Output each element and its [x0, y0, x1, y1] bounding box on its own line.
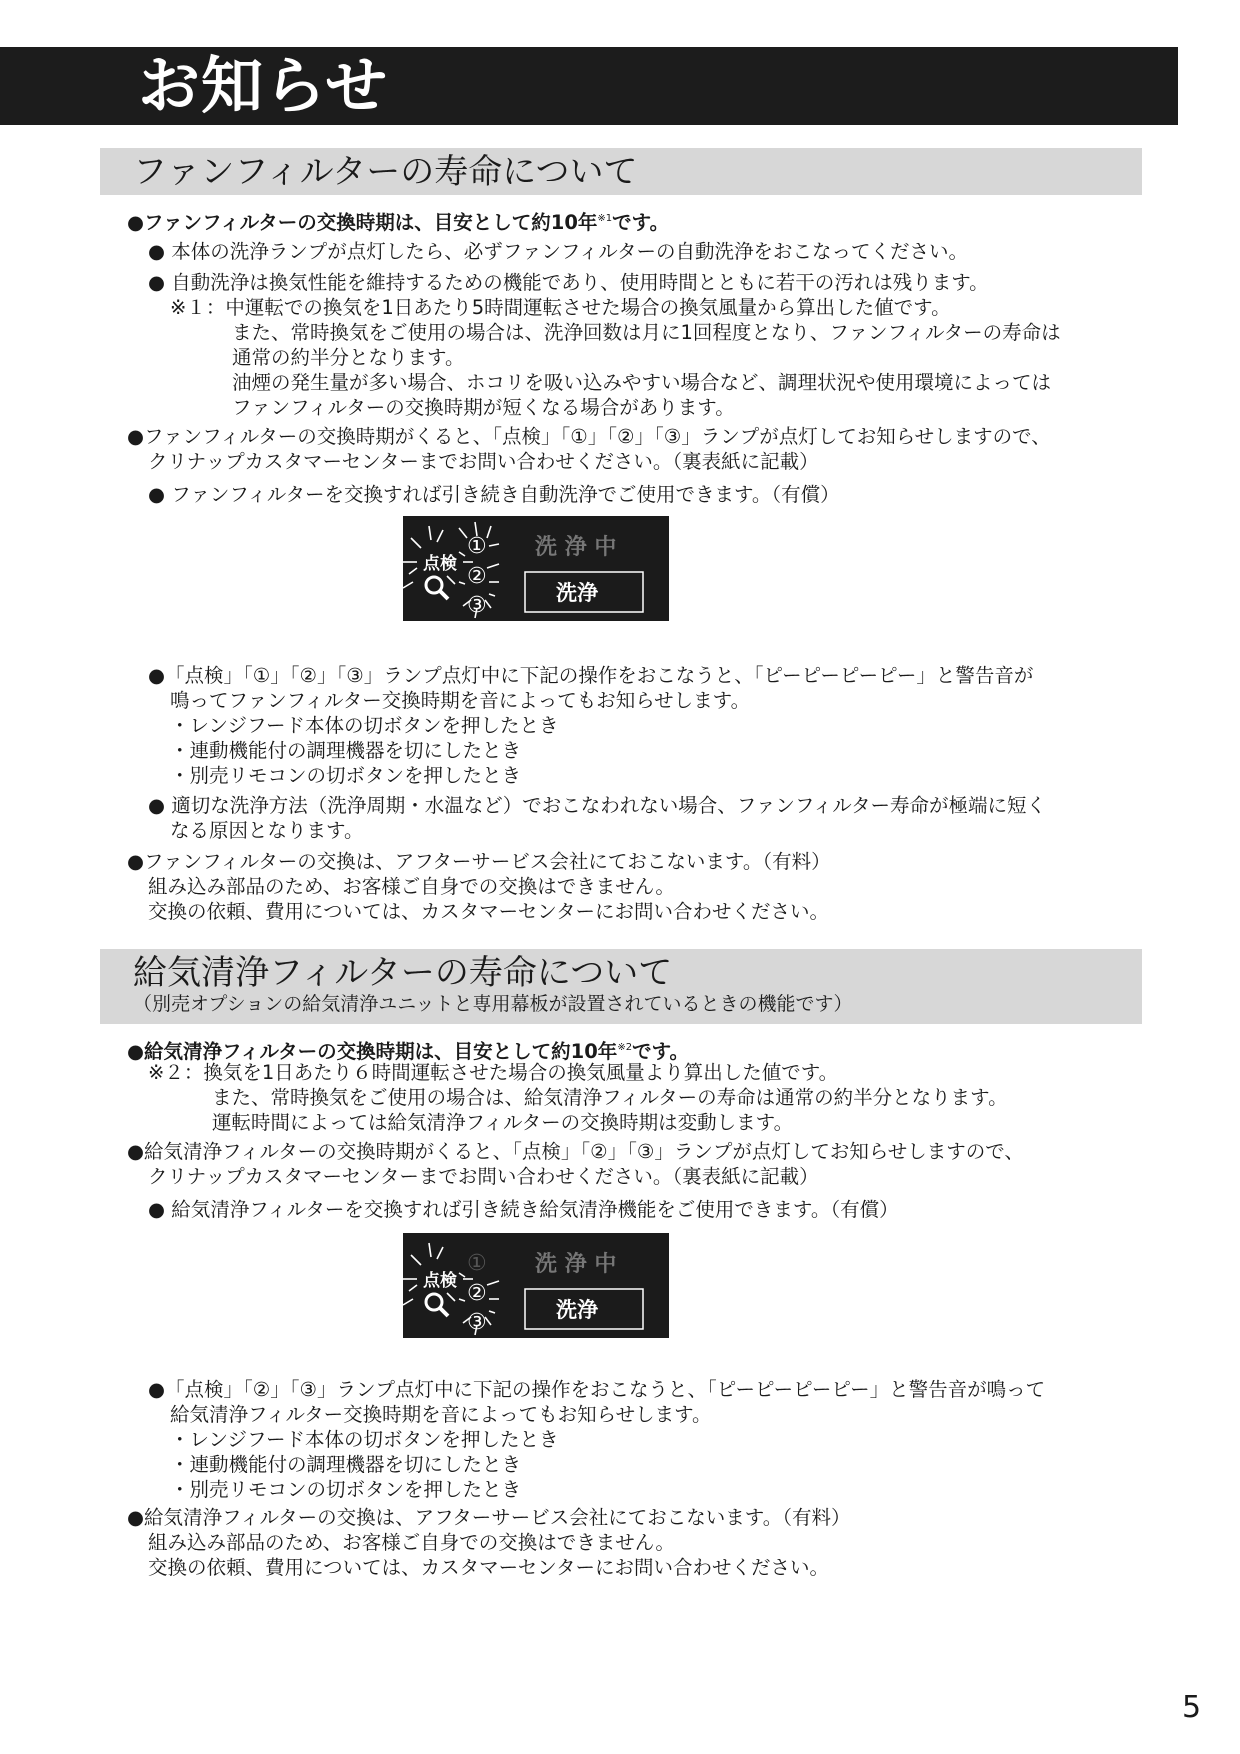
- lamp-3-2: ③: [467, 1310, 487, 1335]
- s1-op-2: ・連動機能付の調理機器を切にしたとき: [170, 739, 522, 762]
- washing-label-2: 洗 浄 中: [535, 1252, 617, 1277]
- s2-line-9: 交換の依頼、費用については、カスタマーセンターにお問い合わせください。: [148, 1556, 829, 1579]
- section1-heading: ファンフィルターの寿命について: [133, 152, 638, 192]
- s1-line-3: ● 自動洗浄は換気性能を維持するための機能であり、使用時間とともに若干の汚れは残ります。: [148, 271, 989, 294]
- s2-line-6: 給気清浄フィルター交換時期を音によってもお知らせします。: [170, 1403, 712, 1426]
- inspect-label-2: 点検: [423, 1271, 457, 1291]
- section1-header: [100, 148, 1142, 195]
- lamp-1: ①: [467, 534, 487, 559]
- s2-op-1: ・レンジフード本体の切ボタンを押したとき: [170, 1428, 559, 1451]
- s2-line-2: ●給気清浄フィルターの交換時期がくると、「点検」「②」「③」ランプが点灯してお知らせしますので、: [127, 1140, 1024, 1163]
- title-band: [0, 47, 1178, 125]
- s1-line-6: ● ファンフィルターを交換すれば引き続き自動洗浄でご使用できます。（有償）: [148, 483, 840, 506]
- s2-line-7: ●給気清浄フィルターの交換は、アフターサービス会社にておこないます。（有料）: [127, 1506, 851, 1529]
- lamp-2-2: ②: [467, 1281, 487, 1306]
- s2-op-3: ・別売リモコンの切ボタンを押したとき: [170, 1478, 522, 1501]
- s1-line-11: ●ファンフィルターの交換は、アフターサービス会社にておこないます。（有料）: [127, 850, 831, 873]
- s2-line-4: ● 給気清浄フィルターを交換すれば引き続き給気清浄機能をご使用できます。（有償）: [148, 1198, 899, 1221]
- s1-line-8: 鳴ってファンフィルター交換時期を音によってもお知らせします。: [170, 689, 751, 712]
- section2-subheading: （別売オプションの給気清浄ユニットと専用幕板が設置されているときの機能です）: [133, 993, 853, 1015]
- s2-line-5: ●「点検」「②」「③」ランプ点灯中に下記の操作をおこなうと、「ピーピーピーピー」と警告音が鳴って: [148, 1378, 1046, 1401]
- s2-note-3: 運転時間によっては給気清浄フィルターの交換時期は変動します。: [212, 1111, 794, 1134]
- control-panel-1-svg: [403, 516, 669, 621]
- s1-line-7: ●「点検」「①」「②」「③」ランプ点灯中に下記の操作をおこなうと、「ピーピーピーピー」と警告音が: [148, 664, 1034, 687]
- washing-label: 洗 浄 中: [535, 535, 617, 560]
- control-panel-2-svg: [403, 1233, 669, 1338]
- section2-header: [100, 949, 1142, 1024]
- s1-op-3: ・別売リモコンの切ボタンを押したとき: [170, 764, 522, 787]
- s2-line-1: ●給気清浄フィルターの交換時期は、目安として約10年$^{※2}$です。: [127, 1040, 690, 1063]
- s2-note-2: また、常時換気をご使用の場合は、給気清浄フィルターの寿命は通常の約半分となります。: [212, 1086, 1008, 1109]
- inspect-magnifier-icon-2: [426, 1294, 448, 1316]
- control-panel-1: [403, 516, 669, 621]
- s1-line-13: 交換の依頼、費用については、カスタマーセンターにお問い合わせください。: [148, 900, 829, 923]
- inspect-magnifier-icon: [426, 577, 448, 599]
- footnote-ref-1: ※1: [597, 213, 613, 224]
- s1-op-1: ・レンジフード本体の切ボタンを押したとき: [170, 714, 559, 737]
- s1-note-3: 通常の約半分となります。: [232, 346, 465, 369]
- s1-line-12: 組み込み部品のため、お客様ご自身での交換はできません。: [148, 875, 675, 898]
- s1-line-10: なる原因となります。: [170, 819, 364, 842]
- page-title: お知らせ: [138, 49, 389, 122]
- s1-line-5: クリナップカスタマーセンターまでお問い合わせください。（裏表紙に記載）: [148, 450, 819, 473]
- lamp-1-off: ①: [467, 1251, 487, 1276]
- s1-line-4: ●ファンフィルターの交換時期がくると、「点検」「①」「②」「③」ランプが点灯してお知らせしますので、: [127, 425, 1051, 448]
- s1-note-4: 油煙の発生量が多い場合、ホコリを吸い込みやすい場合など、調理状況や使用環境によっては: [232, 371, 1052, 394]
- lamp-2: ②: [467, 564, 487, 589]
- s1-line-9: ● 適切な洗浄方法（洗浄周期・水温など）でおこなわれない場合、ファンフィルター寿命が極端に短く: [148, 794, 1046, 817]
- wash-button-2: 洗浄: [556, 1298, 598, 1322]
- footnote-ref-2: ※2: [617, 1042, 633, 1053]
- inspect-label: 点検: [423, 554, 457, 574]
- s2-note-1: ※２：換気を1日あたり６時間運転させた場合の換気風量より算出した値です。: [148, 1061, 839, 1084]
- wash-button: 洗浄: [556, 581, 598, 605]
- page-number: 5: [1182, 1690, 1202, 1725]
- s2-op-2: ・連動機能付の調理機器を切にしたとき: [170, 1453, 522, 1476]
- s1-note-5: ファンフィルターの交換時期が短くなる場合があります。: [232, 396, 735, 419]
- section2-heading: 給気清浄フィルターの寿命について: [133, 953, 673, 993]
- s1-note-1: ※１：中運転での換気を1日あたり5時間運転させた場合の換気風量から算出した値です。: [170, 296, 951, 319]
- control-panel-2: [403, 1233, 669, 1338]
- s2-line-3: クリナップカスタマーセンターまでお問い合わせください。（裏表紙に記載）: [148, 1165, 819, 1188]
- lamp-3: ③: [467, 593, 487, 618]
- s1-line-2: ● 本体の洗浄ランプが点灯したら、必ずファンフィルターの自動洗浄をおこなってください。: [148, 240, 968, 263]
- s2-line-8: 組み込み部品のため、お客様ご自身での交換はできません。: [148, 1531, 675, 1554]
- s1-note-2: また、常時換気をご使用の場合は、洗浄回数は月に1回程度となり、ファンフィルターの寿命は: [232, 321, 1061, 344]
- s1-line-1: ●ファンフィルターの交換時期は、目安として約10年$^{※1}$です。: [127, 211, 670, 234]
